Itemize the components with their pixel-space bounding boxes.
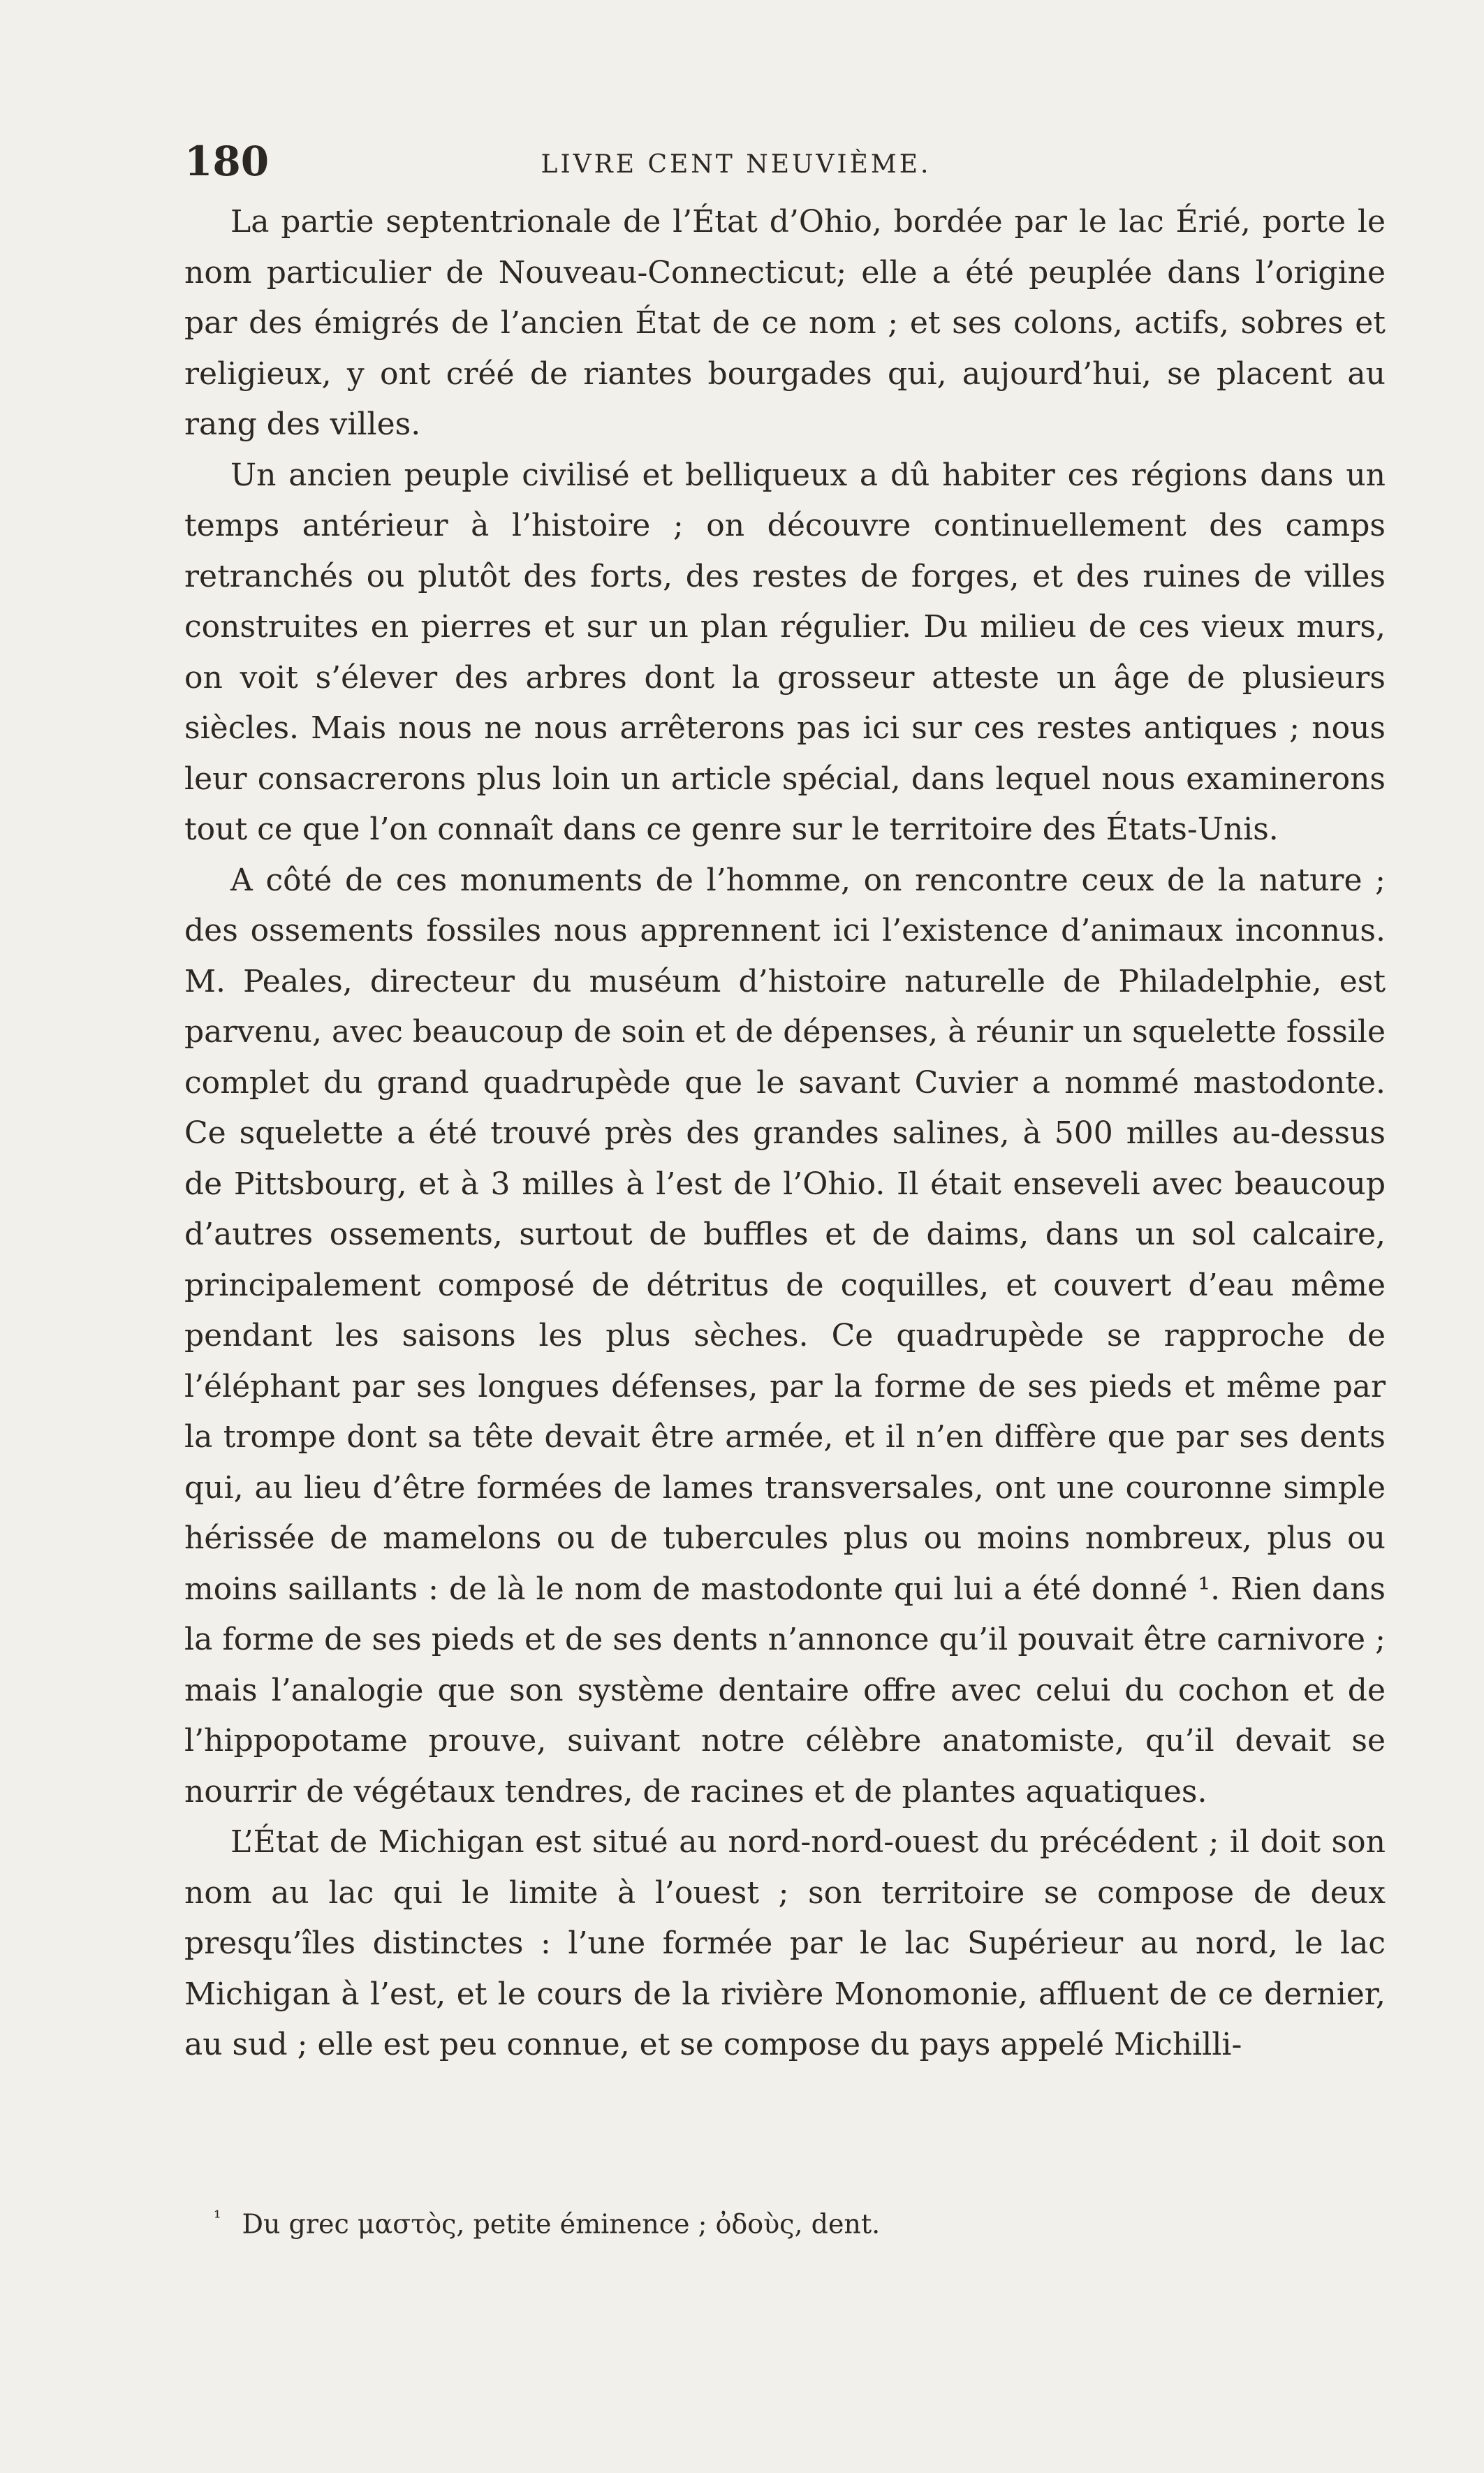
paragraph-4: L’État de Michigan est situé au nord-nord-ouest du précédent ; il doit son nom au lac qui le limite à l’ouest ; son territoire se compose de deux presqu’îles distinctes : l’une formée par le lac Supérieur au nord, le lac Michigan à l’est, et le cours de la rivière Monomonie, affluent de ce dernier, au sud ; elle est peu connue, et se compose du pays appelé Michilli- bbox=[184, 1824, 1386, 2062]
running-head: LIVRE CENT NEUVIÈME. bbox=[541, 150, 932, 179]
body-text bbox=[184, 197, 1386, 2071]
page-header bbox=[184, 137, 1386, 186]
paragraph-3: A côté de ces monuments de l’homme, on rencontre ceux de la nature ; des ossements fossiles nous apprennent ici l’existence d’animaux inconnus. M. Peales, directeur du muséum d’histoire naturelle de Philadelphie, est parvenu, avec beaucoup de soin et de dépenses, à réunir un squelette fossile complet du grand quadrupède que le savant Cuvier a nommé mastodonte. Ce squelette a été trouvé près des grandes salines, à 500 milles au-dessus de Pittsbourg, et à 3 milles à l’est de l’Ohio. Il était enseveli avec beaucoup d’autres ossements, surtout de buffles et de daims, dans un sol calcaire, principalement composé de détritus de coquilles, et couvert d’eau même pendant les saisons les plus sèches. Ce quadrupède se rapproche de l’éléphant par ses longues défenses, par la forme de ses pieds et même par la trompe dont sa tête devait être armée, et il n’en diffère que par ses dents qui, au lieu d’être formées de lames transversales, ont une couronne simple hérissée de mamelons ou de tubercules plus ou moins nombreux, plus ou moins saillants : de là le nom de mastodonte qui lui a été donné ¹. Rien dans la forme de ses pieds et de ses dents n’annonce qu’il pouvait être carnivore ; mais l’analogie que son système dentaire offre avec celui du cochon et de l’hippopotame prouve, suivant notre célèbre anatomiste, qu’il devait se nourrir de végétaux tendres, de racines et de plantes aquatiques. bbox=[184, 862, 1386, 1810]
footnote-marker: ¹ bbox=[214, 2208, 221, 2229]
page-number: 180 bbox=[184, 138, 270, 185]
footnote bbox=[214, 2200, 1331, 2243]
paragraph-2: Un ancien peuple civilisé et belliqueux a dû habiter ces régions dans un temps antérieur à l’histoire ; on découvre continuellement des camps retranchés ou plutôt des forts, des restes de forges, et des ruines de villes construites en pierres et sur un plan régulier. Du milieu de ces vieux murs, on voit s’élever des arbres dont la grosseur atteste un âge de plusieurs siècles. Mais nous ne nous arrêterons pas ici sur ces restes antiques ; nous leur consacrerons plus loin un article spécial, dans lequel nous examinerons tout ce que l’on connaît dans ce genre sur le territoire des États-Unis. bbox=[184, 457, 1386, 847]
paragraph-1: La partie septentrionale de l’État d’Ohio, bordée par le lac Érié, porte le nom particulier de Nouveau-Connecticut; elle a été peuplée dans l’origine par des émigrés de l’ancien État de ce nom ; et ses colons, actifs, sobres et religieux, y ont créé de riantes bourgades qui, aujourd’hui, se placent au rang des villes. bbox=[184, 204, 1386, 442]
footnote-text: Du grec μαστὸς, petite éminence ; ὀδοὺς, dent. bbox=[242, 2208, 881, 2240]
